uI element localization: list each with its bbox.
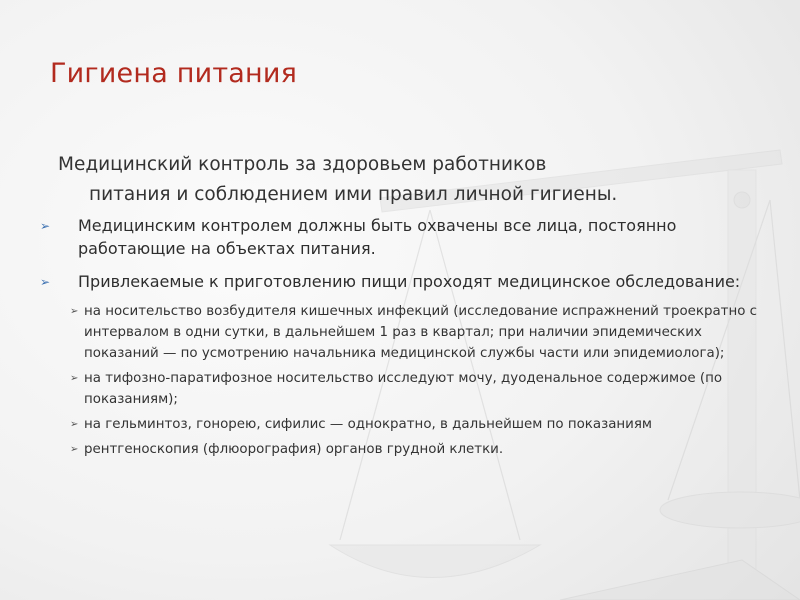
arrow-bullet-icon: ➢ [40, 275, 51, 289]
slide-title: Гигиена питания [50, 58, 298, 89]
arrow-bullet-icon: ➢ [70, 306, 79, 317]
sub-list-item [70, 439, 760, 460]
sub-list-item-text: на носительство возбудителя кишечных инфекций (исследование испражнений троекратно с интервалом в одни сутки, в дальнейшем 1 раз в квартал; при наличии эпидемических показаний — по усмотрению начальника медицинской службы части или эпидемиолога); [84, 304, 758, 361]
list-item [40, 270, 760, 460]
sub-list-item-text: рентгеноскопия (флюорография) органов грудной клетки. [84, 442, 504, 457]
bullet-list [40, 214, 760, 470]
arrow-bullet-icon: ➢ [70, 444, 79, 455]
sub-bullet-list [70, 301, 760, 460]
sub-list-item-text: на гельминтоз, гонорею, сифилис — однократно, в дальнейшем по показаниям [84, 417, 653, 432]
arrow-bullet-icon: ➢ [70, 419, 79, 430]
sub-list-item [70, 414, 760, 435]
list-item-text: Медицинским контролем должны быть охвачены все лица, постоянно работающие на объектах питания. [78, 216, 677, 258]
subtitle-line-2: питания и соблюдением ими правил личной гигиены. [89, 184, 618, 205]
subtitle-line-1: Медицинский контроль за здоровьем работников [58, 154, 547, 175]
list-item [40, 214, 760, 260]
slide-subtitle [58, 150, 758, 210]
arrow-bullet-icon: ➢ [70, 373, 79, 384]
list-item-text: Привлекаемые к приготовлению пищи проходят медицинское обследование: [78, 272, 741, 291]
arrow-bullet-icon: ➢ [40, 219, 51, 233]
sub-list-item-text: на тифозно-паратифозное носительство исследуют мочу, дуоденальное содержимое (по показаниям); [84, 371, 723, 407]
sub-list-item [70, 368, 760, 410]
sub-list-item [70, 301, 760, 364]
